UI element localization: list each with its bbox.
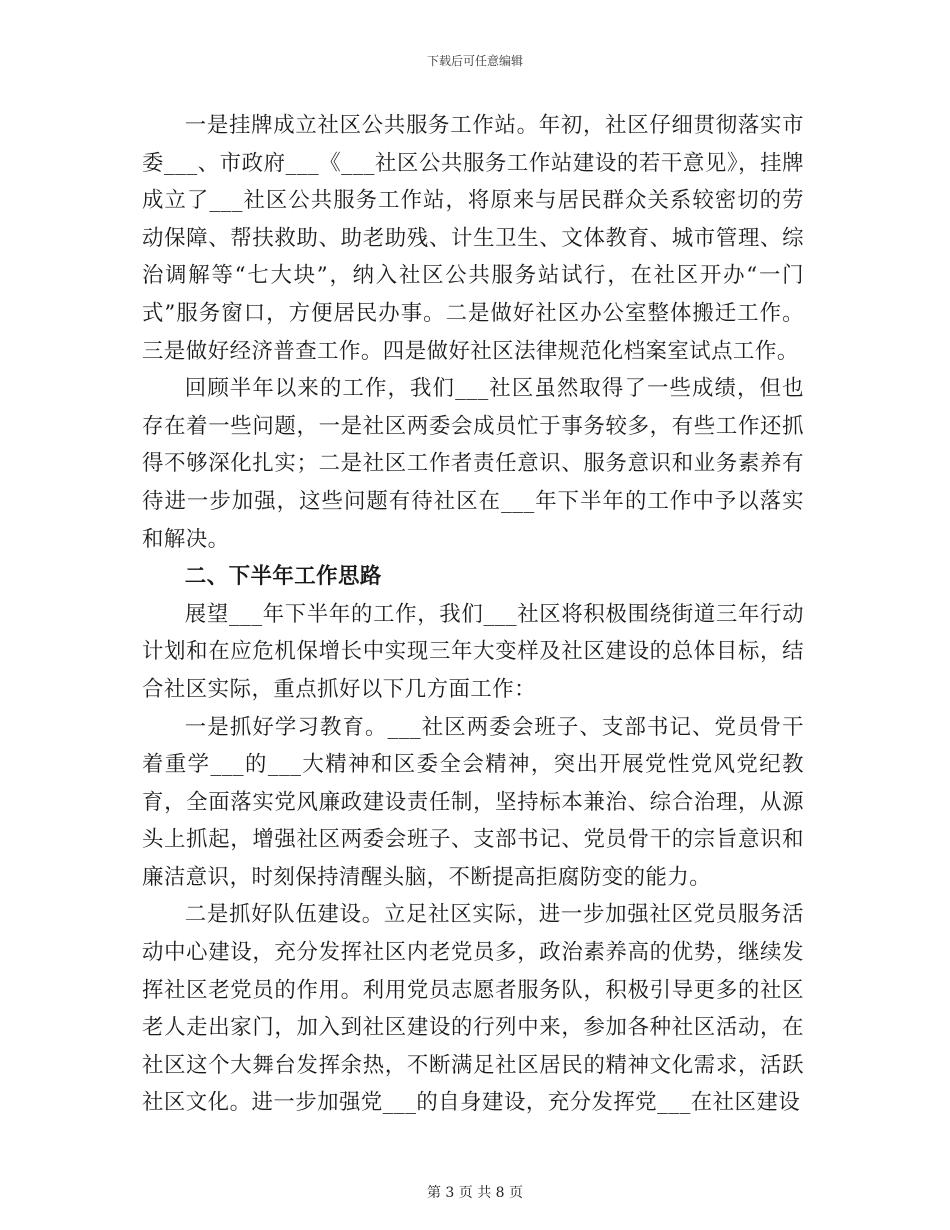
page-number: 第 3 页 共 8 页 [426, 1185, 524, 1201]
paragraph-public-service-station: 一是挂牌成立社区公共服务工作站。年初，社区仔细贯彻落实市委___、市政府___《___社区公共服务工作站建设的若干意见》，挂牌成立了___社区公共服务工作站，将原来与居民群众关系较密切的劳动保障、帮扶救助、助老助残、计生卫生、文体教育、城市管理、综治调解等“七大块”，纳入社区公共服务站试行，在社区开办“一门式”服务窗口，方便居民办事。二是做好社区办公室整体搬迁工作。三是做好经济普查工作。四是做好社区法律规范化档案室试点工作。 [142, 113, 804, 364]
page-header: 下载后可任意编辑 [426, 54, 523, 68]
document-body [142, 107, 804, 1122]
section-heading: 二、下半年工作思路 [184, 564, 382, 590]
paragraph-review-problems: 回顾半年以来的工作，我们___社区虽然取得了一些成绩，但也存在着一些问题，一是社区两委会成员忙于事务较多，有些工作还抓得不够深化扎实；二是社区工作者责任意识、服务意识和业务素养有待进一步加强，这些问题有待社区在___年下半年的工作中予以落实和解决。 [142, 376, 804, 552]
paragraph-outlook: 展望___年下半年的工作，我们___社区将积极围绕街道三年行动计划和在应危机保增长中实现三年大变样及社区建设的总体目标，结合社区实际，重点抓好以下几方面工作： [142, 601, 804, 702]
paragraph-study-education: 一是抓好学习教育。___社区两委会班子、支部书记、党员骨干着重学___的___大精神和区委全会精神，突出开展党性党风党纪教育，全面落实党风廉政建设责任制，坚持标本兼治、综合治理，从源头上抓起，增强社区两委会班子、支部书记、党员骨干的宗旨意识和廉洁意识，时刻保持清醒头脑，不断提高拒腐防变的能力。 [142, 714, 804, 890]
paragraph-team-building: 二是抓好队伍建设。立足社区实际，进一步加强社区党员服务活动中心建设，充分发挥社区内老党员多，政治素养高的优势，继续发挥社区老党员的作用。利用党员志愿者服务队，积极引导更多的社区老人走出家门，加入到社区建设的行列中来，参加各种社区活动，在社区这个大舞台发挥余热，不断满足社区居民的精神文化需求，活跃社区文化。进一步加强党___的自身建设，充分发挥党___在社区建设 [142, 902, 804, 1116]
